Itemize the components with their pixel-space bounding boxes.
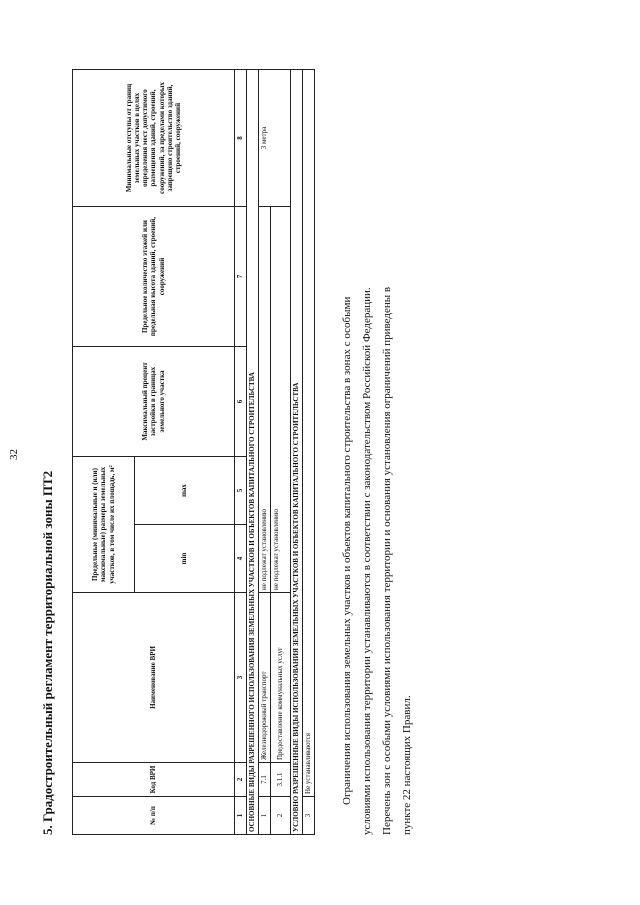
row-setback: 3 метра xyxy=(259,70,291,207)
header-code: Код ВРИ xyxy=(73,763,235,797)
regulation-table xyxy=(72,69,315,835)
column-number: 6 xyxy=(235,347,247,457)
column-number: 7 xyxy=(235,207,247,347)
row-name: Предоставление коммунальных услуг xyxy=(271,593,291,763)
header-num: № п/п xyxy=(73,797,235,835)
table-row xyxy=(259,70,271,835)
header-setback: Минимальные отступы от границ земельных участков в целях определения мест допустимого размещения зданий, строений, сооружений, за пределами которых запрещено строительство зданий, строений, сооружений xyxy=(73,70,235,207)
column-number: 1 xyxy=(235,797,247,835)
header-percent: Максимальный процент застройки в границах земельного участка xyxy=(73,347,235,457)
row-num: 2 xyxy=(271,797,291,835)
row-code: 7.1 xyxy=(259,763,271,797)
row-text: Не устанавливаются xyxy=(303,70,315,797)
header-name: Наименование ВРИ xyxy=(73,593,235,763)
header-size-group: Предельные (минимальные и (или) максимальные) размеры земельных участков, в том числе их площадь, м² xyxy=(73,457,135,593)
paragraph-line: Ограничения использования земельных участков и объектов капитального строительства в зонах с особыми xyxy=(341,296,353,805)
paragraph-line: Перечень зон с особыми условиями использования территории и основания установления ограничений приведены в xyxy=(381,286,393,835)
table-row xyxy=(303,70,315,835)
row-code: 3.1.1 xyxy=(271,763,291,797)
section-main-uses: ОСНОВНЫЕ ВИДЫ РАЗРЕШЕННОГО ИСПОЛЬЗОВАНИЯ ЗЕМЕЛЬНЫХ УЧАСТКОВ И ОБЪЕКТОВ КАПИТАЛЬНОГО СТРОИТЕЛЬСТВА xyxy=(247,70,259,835)
section-conditional-uses: УСЛОВНО РАЗРЕШЕННЫЕ ВИДЫ ИСПОЛЬЗОВАНИЯ ЗЕМЕЛЬНЫХ УЧАСТКОВ И ОБЪЕКТОВ КАПИТАЛЬНОГО СТРОИТЕЛЬСТВА xyxy=(291,70,303,835)
column-number: 5 xyxy=(235,457,247,525)
column-number: 3 xyxy=(235,593,247,763)
column-number: 4 xyxy=(235,525,247,593)
page-number: 32 xyxy=(8,449,20,460)
row-size: не подлежат установлению xyxy=(259,207,271,593)
row-num: 1 xyxy=(259,797,271,835)
row-num: 3 xyxy=(303,797,315,835)
column-number: 2 xyxy=(235,763,247,797)
row-size: не подлежат установлению xyxy=(271,207,291,593)
paragraph-line: условиями использования территории устанавливаются в соответствии с законодательством Российской Федерации. xyxy=(361,287,373,835)
header-max: max xyxy=(135,457,235,525)
column-number: 8 xyxy=(235,70,247,207)
paragraph-line: пункте 22 настоящих Правил. xyxy=(401,695,413,835)
section-heading: 5. Градостроительный регламент территориальной зоны ПТ2 xyxy=(40,470,55,835)
header-floors: Предельное количество этажей или предельная высота зданий, строений, сооружений xyxy=(73,207,235,347)
header-min: min xyxy=(135,525,235,593)
row-name: Железнодорожный транспорт xyxy=(259,593,271,763)
